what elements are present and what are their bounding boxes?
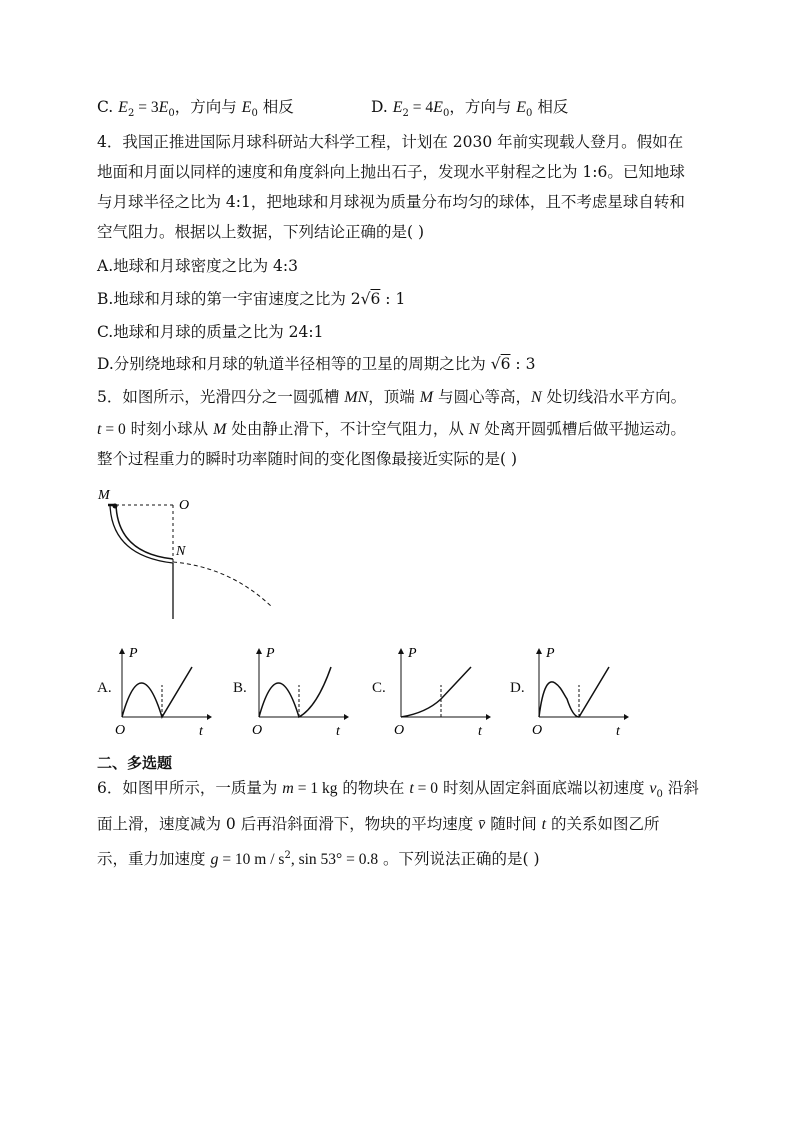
q6-line-1: 6．如图甲所示，一质量为 m = 1 kg 的物块在 t = 0 时刻从固定斜面底端以初速度 $v_0$ 沿斜 (97, 779, 699, 801)
svg-text:t: t (336, 724, 340, 738)
label-o: O (179, 498, 190, 513)
q3-option-c: C. $E_2 = 3E_0$，方向与 $E_0$ 相反 (97, 98, 294, 120)
q4-line-3: 与月球半径之比为 4:1，把地球和月球视为质量分布均匀的球体，且不考虑星球自转和 (97, 193, 685, 211)
arc-groove-outer (110, 505, 173, 563)
section-multi-choice-title: 二、多选题 (97, 754, 173, 772)
ball (113, 504, 118, 509)
graph-d-label: D. (510, 680, 525, 696)
q3-option-d: D. $E_2 = 4E_0$，方向与 $E_0$ 相反 (371, 98, 569, 120)
label-n: N (176, 544, 186, 559)
q6-line-2: 面上滑，速度减为 0 后再沿斜面滑下，物块的平均速度 v̄ 随时间 t 的关系如图乙所 (97, 815, 660, 833)
svg-text:O: O (394, 723, 405, 738)
label-m: M (98, 488, 110, 503)
svg-text:P: P (266, 646, 275, 661)
q4-line-1: 4．我国正推进国际月球科研站大科学工程，计划在 2030 年前实现载人登月。假如在 (97, 133, 684, 151)
q5-arc-figure (90, 483, 290, 623)
svg-text:O: O (532, 723, 543, 738)
graph-b (249, 643, 354, 738)
svg-text:P: P (408, 646, 417, 661)
graph-b-curve (259, 667, 331, 717)
q6-line-3: 示，重力加速度 g = 10 m / $s^2$, sin 53° = 0.8 。下列说法正确的是( ) (97, 850, 540, 869)
q5-line-1: 5．如图所示，光滑四分之一圆弧槽 MN，顶端 M 与圆心等高，N 处切线沿水平方向。 (97, 388, 687, 406)
arc-groove-inner (116, 505, 173, 559)
svg-text:O: O (252, 723, 263, 738)
projectile-path (173, 562, 272, 607)
sqrt-symbol: √ (490, 355, 501, 373)
svg-text:P: P (129, 646, 138, 661)
q4-line-4: 空气阻力。根据以上数据，下列结论正确的是( ) (97, 223, 425, 241)
q4-option-c: C.地球和月球的质量之比为 24:1 (97, 323, 324, 341)
graph-a (112, 643, 217, 738)
svg-text:O: O (115, 723, 126, 738)
graph-c-label: C. (372, 680, 386, 696)
q4-line-2: 地面和月面以同样的速度和角度斜向上抛出石子，发现水平射程之比为 1:6。已知地球 (97, 163, 685, 181)
q4-option-a: A.地球和月球密度之比为 4:3 (97, 257, 298, 275)
svg-text:P: P (546, 646, 555, 661)
svg-text:t: t (616, 724, 620, 738)
q5-line-3: 整个过程重力的瞬时功率随时间的变化图像最接近实际的是( ) (97, 450, 518, 468)
graph-c (391, 643, 496, 738)
q4-option-d: D.分别绕地球和月球的轨道半径相等的卫星的周期之比为 √6 : 3 (97, 355, 536, 373)
q5-line-2: t = 0 时刻小球从 M 处由静止滑下，不计空气阻力，从 N 处离开圆弧槽后做平抛运动。 (97, 420, 686, 438)
graph-b-label: B. (233, 680, 247, 696)
graph-d (529, 643, 634, 738)
q4-option-b: B.地球和月球的第一宇宙速度之比为 2√6 : 1 (97, 290, 406, 308)
graph-a-label: A. (97, 680, 112, 696)
graph-a-curve (122, 667, 192, 717)
graph-d-curve (539, 667, 609, 717)
graph-c-curve (401, 667, 471, 717)
svg-text:t: t (478, 724, 482, 738)
svg-text:t: t (199, 724, 203, 738)
sqrt-symbol: √ (360, 290, 371, 308)
